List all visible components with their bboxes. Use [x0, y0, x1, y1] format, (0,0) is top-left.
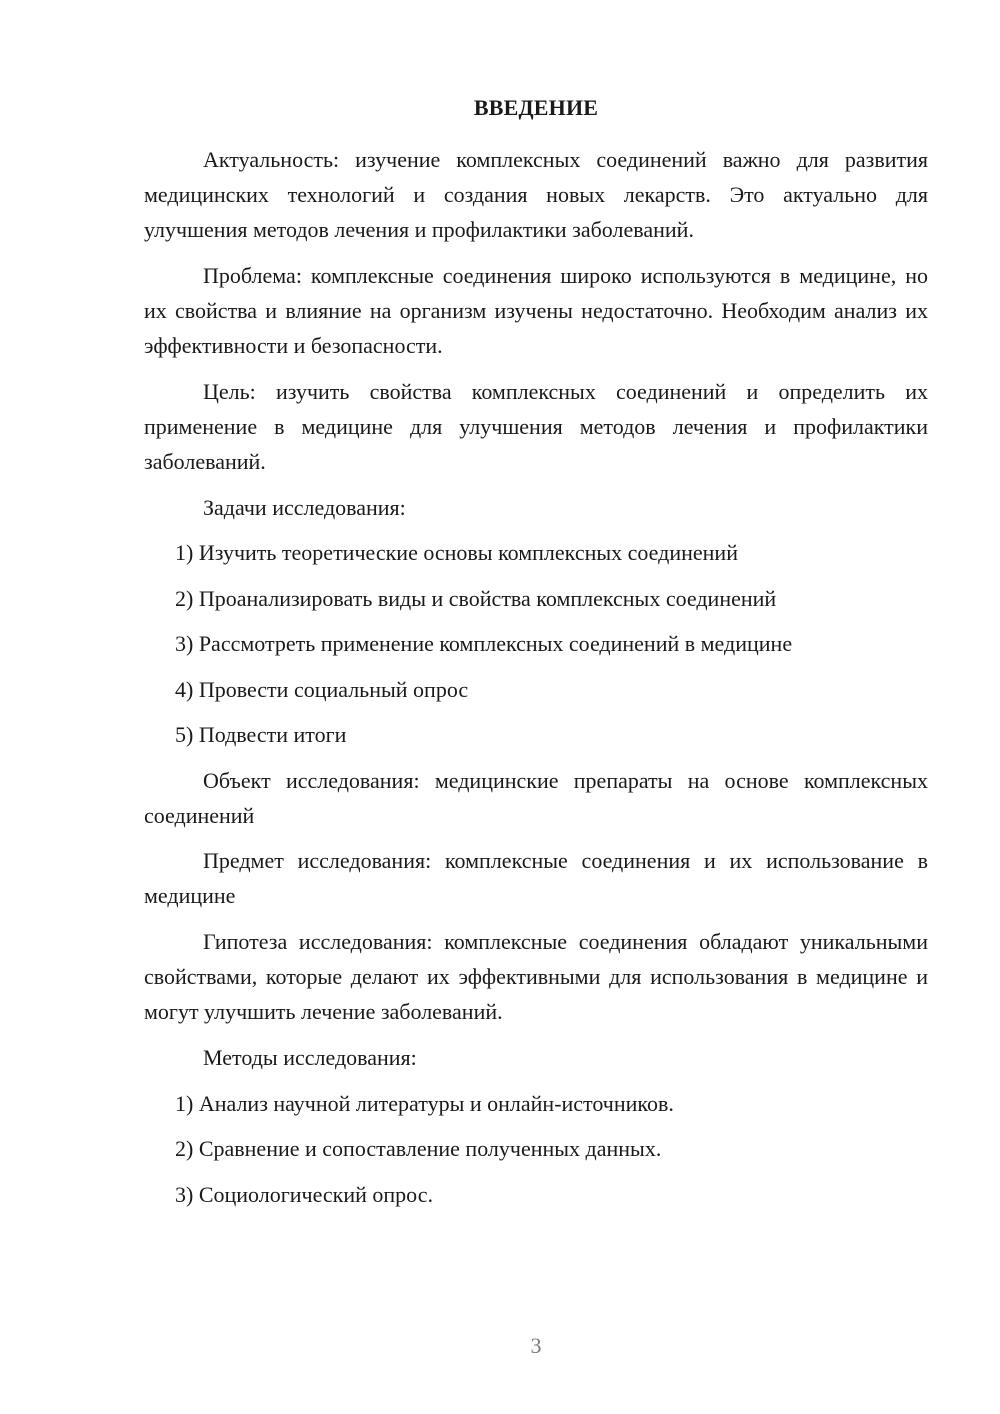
tasks-heading: Задачи исследования: — [203, 495, 406, 520]
methods-heading: Методы исследования: — [203, 1045, 417, 1070]
goal-paragraph: Цель: изучить свойства комплексных соединений и определить их применение в медицине для улучшения методов лечения и профилактики заболеваний. — [144, 379, 928, 474]
method-item-1: 1) Анализ научной литературы и онлайн-источников. — [175, 1091, 674, 1116]
subject-paragraph: Предмет исследования: комплексные соединения и их использование в медицине — [144, 848, 928, 908]
task-item-1: 1) Изучить теоретические основы комплексных соединений — [175, 540, 738, 565]
method-item-2: 2) Сравнение и сопоставление полученных данных. — [175, 1136, 662, 1161]
task-item-3: 3) Рассмотреть применение комплексных соединений в медицине — [175, 631, 793, 656]
hypothesis-paragraph: Гипотеза исследования: комплексные соединения обладают уникальными свойствами, которые делают их эффективными для использования в медицине и могут улучшить лечение заболеваний. — [144, 929, 928, 1024]
task-item-4: 4) Провести социальный опрос — [175, 677, 469, 702]
task-item-5: 5) Подвести итоги — [175, 722, 347, 747]
object-paragraph: Объект исследования: медицинские препараты на основе комплексных соединений — [144, 768, 928, 828]
task-item-2: 2) Проанализировать виды и свойства комплексных соединений — [175, 586, 777, 611]
problem-paragraph: Проблема: комплексные соединения широко используются в медицине, но их свойства и влияние на организм изучены недостаточно. Необходим анализ их эффективности и безопасности. — [144, 263, 928, 358]
page-title: ВВЕДЕНИЕ — [473, 95, 599, 120]
method-item-3: 3) Социологический опрос. — [175, 1182, 433, 1207]
relevance-paragraph: Актуальность: изучение комплексных соединений важно для развития медицинских технологий и создания новых лекарств. Это актуально для улучшения методов лечения и профилактики заболеваний. — [144, 147, 928, 242]
page-number: 3 — [530, 1333, 542, 1358]
